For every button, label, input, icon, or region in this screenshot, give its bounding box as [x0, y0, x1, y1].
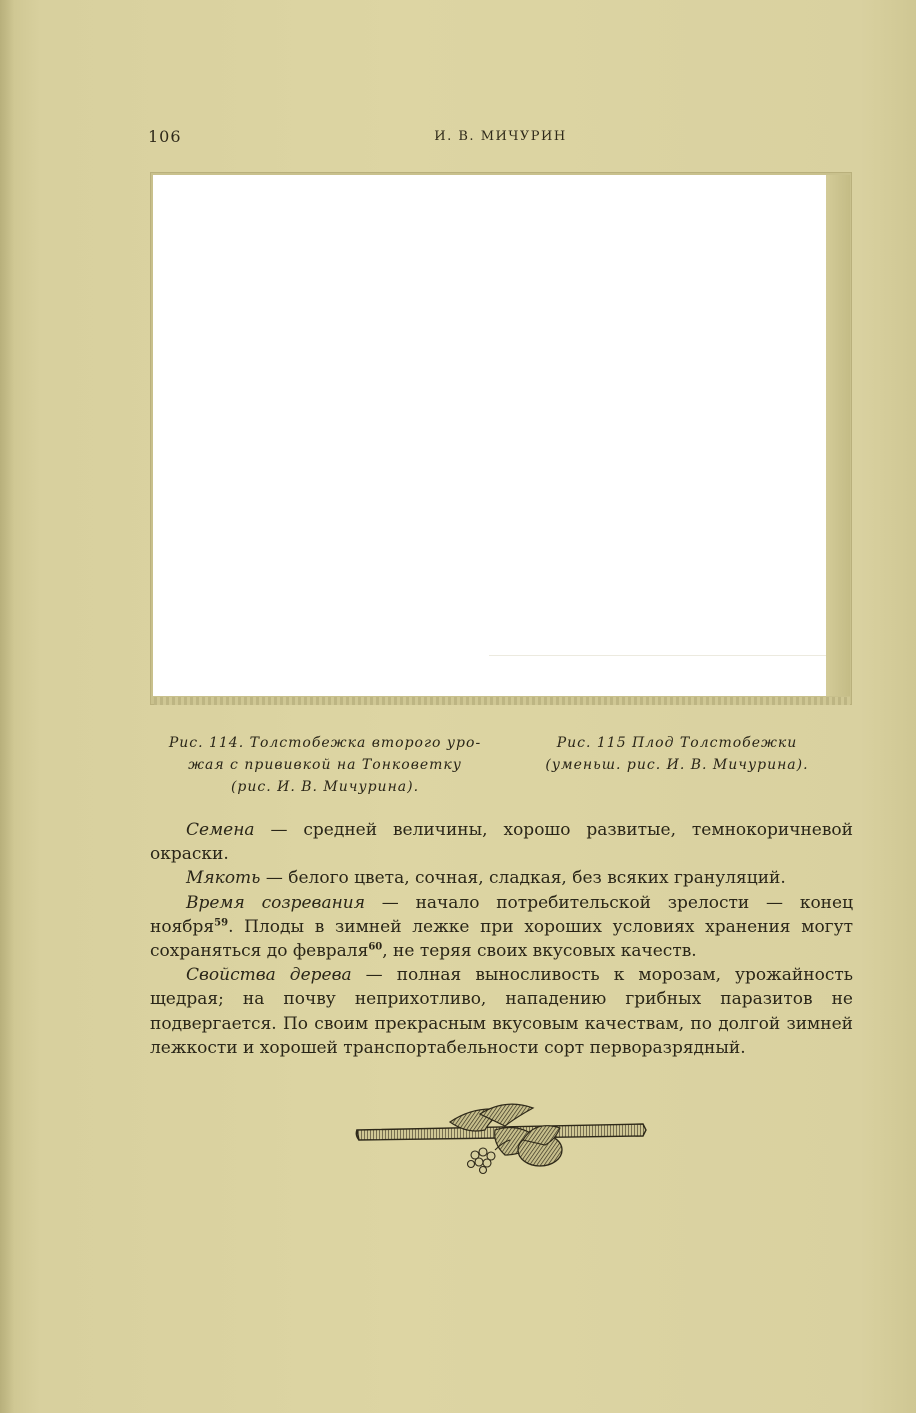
footnote-marker: 60 [368, 941, 383, 953]
figure-114-image [153, 175, 489, 696]
paragraph-text: , не теряя своих вкусовых качеств. [382, 941, 697, 962]
binding-shadow [0, 0, 14, 1413]
caption-line: (уменьш. рис. И. В. Мичурина). [545, 757, 809, 773]
paragraph-flesh [150, 866, 853, 890]
body-text [150, 818, 853, 1060]
paragraph-text: — средней величины, хорошо развитые, темнокоричневой окраски. [150, 820, 853, 865]
paragraph-text: — белого цвета, сочная, сладкая, без всяких грануляций. [260, 868, 786, 889]
paragraph-seeds [150, 818, 853, 866]
figure-115-image-top [489, 175, 826, 202]
caption-line: Рис. 115 Плод Толстобежки [556, 735, 798, 751]
paragraph-text: . Плоды в зимней лежке при хороших условиях хранения могут сохраняться до февраля [150, 916, 853, 962]
figure-115-image [489, 202, 826, 655]
figure-114-caption [150, 732, 500, 798]
term-flesh: Мякоть [186, 868, 261, 889]
plate-bottom-edge [154, 697, 850, 705]
term-ripening: Время созревания [186, 892, 365, 913]
paragraph-text: — полная выносливость к морозам, урожайность щедрая; на почву неприхотливо, нападению грибных паразитов не подвергается. По своим прекрасным вкусовым качествам, по долгой зимней лежкости и хорошей транспортабельности сорт перворазрядный. [150, 965, 853, 1058]
figure-115-image-bottom [489, 655, 826, 696]
running-head [148, 127, 853, 151]
paragraph-text: — начало потребительской зрелости — конец ноября [150, 892, 853, 937]
running-title: И. В. МИЧУРИН [434, 129, 567, 144]
paragraph-tree-properties [150, 963, 853, 1060]
caption-line: Рис. 114. Толстобежка второго уро- [168, 735, 482, 751]
term-seeds: Семена [186, 820, 255, 840]
leaf-vignette-icon [355, 1100, 650, 1180]
caption-line: жая с прививкой на Тонковетку [188, 757, 462, 773]
footnote-marker: 59 [214, 917, 229, 929]
figure-115-caption [522, 732, 832, 776]
paragraph-ripening [150, 891, 853, 964]
page-number: 106 [148, 127, 182, 146]
term-tree-properties: Свойства дерева [186, 965, 352, 986]
caption-line: (рис. И. В. Мичурина). [230, 779, 420, 795]
plate-edge [826, 175, 850, 696]
